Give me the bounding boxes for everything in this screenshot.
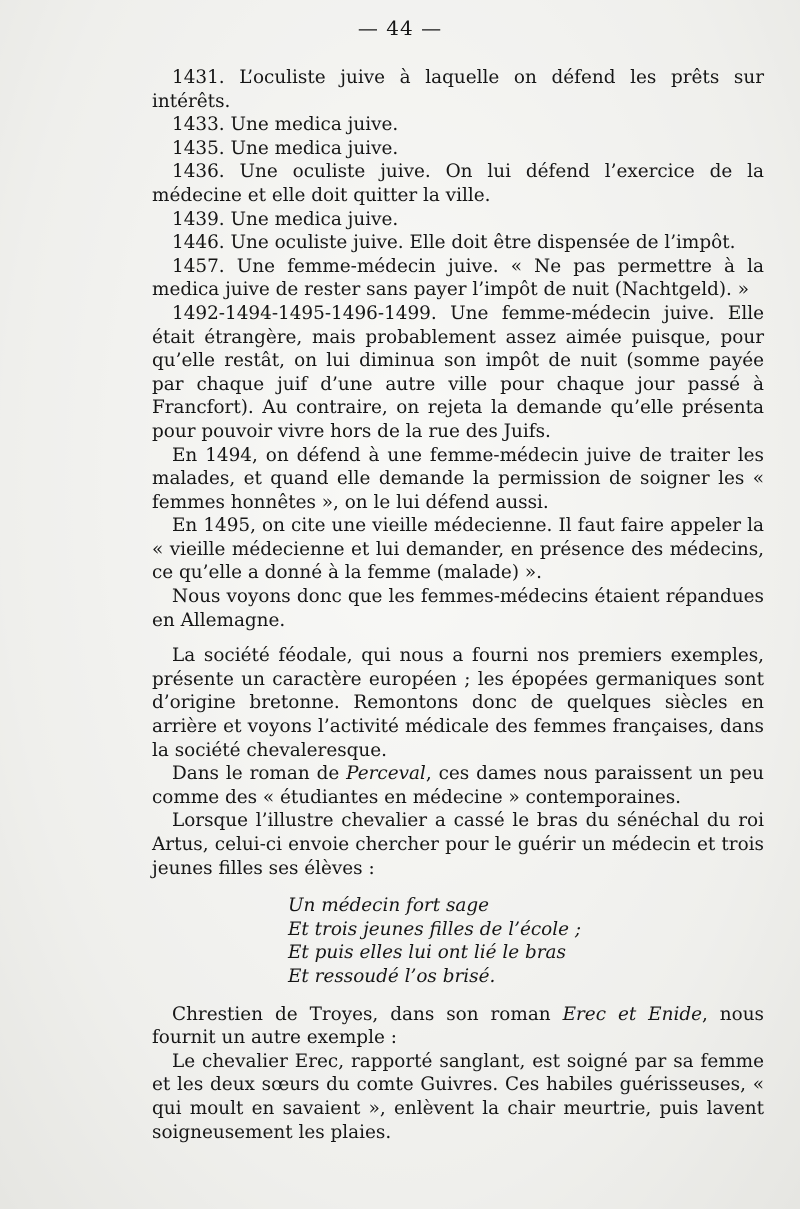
verse-line-3: Et puis elles lui ont lié le bras <box>288 942 566 964</box>
paragraph-1495: En 1495, on cite une vieille médecienne. Il faut faire appeler la « vieille médecienne et lui demander, en présence des médecins, ce qu’elle a donné à la femme (malade) ». <box>152 515 764 584</box>
chrestien-text-after: , nous fournit un autre exemple : <box>152 1003 764 1049</box>
paragraph-1457: 1457. Une femme-médecin juive. « Ne pas permettre à la medica juive de rester sans payer l’impôt de nuit (Nachtgeld). » <box>152 255 764 301</box>
verse-line-2: Et trois jeunes filles de l’école ; <box>288 918 582 940</box>
paragraph-allemagne: Nous voyons donc que les femmes-médecins étaient répandues en Allemagne. <box>152 586 764 631</box>
paragraph-chrestien <box>152 1003 764 1050</box>
paragraph-1439: 1439. Une medica juive. <box>172 208 399 230</box>
paragraph-1446: 1446. Une oculiste juive. Elle doit être dispensée de l’impôt. <box>172 232 736 254</box>
paragraph-societe-feodale: La société féodale, qui nous a fourni nos premiers exemples, présente un caractère européen ; les épopées germaniques sont d’origine bretonne. Remontons donc de quelques siècles en arrière et voyons l’activité médicale des femmes françaises, dans la société chevaleresque. <box>152 645 764 761</box>
paragraph-1433: 1433. Une medica juive. <box>172 114 399 136</box>
paragraph-perceval <box>152 762 764 809</box>
perceval-title: Perceval <box>346 763 426 785</box>
paragraph-1431: 1431. L’oculiste juive à laquelle on défend les prêts sur intérêts. <box>152 67 764 112</box>
chrestien-text-before: Chrestien de Troyes, dans son roman <box>172 1003 563 1025</box>
paragraph-artus: Lorsque l’illustre chevalier a cassé le bras du sénéchal du roi Artus, celui-ci envoie chercher pour le guérir un médecin et trois jeunes filles ses élèves : <box>152 810 764 879</box>
verse-quote <box>288 894 764 988</box>
perceval-text-before: Dans le roman de <box>172 763 347 785</box>
paragraph-1494: En 1494, on défend à une femme-médecin juive de traiter les malades, et quand elle demande la permission de soigner les « femmes honnêtes », on le lui défend aussi. <box>152 444 764 513</box>
erec-enide-title: Erec et Enide <box>562 1003 702 1025</box>
page-number: — 44 — <box>357 16 443 40</box>
paragraph-1492: 1492-1494-1495-1496-1499. Une femme-médecin juive. Elle était étrangère, mais probablement assez aimée puisque, pour qu’elle restât, on lui diminua son impôt de nuit (somme payée par chaque juif d’une autre ville pour chaque jour passé à Francfort). Au contraire, on rejeta la demande qu’elle présenta pour pouvoir vivre hors de la rue des Juifs. <box>152 302 764 442</box>
paragraph-1435: 1435. Une medica juive. <box>172 137 399 159</box>
paragraph-1436: 1436. Une oculiste juive. On lui défend l’exercice de la médecine et elle doit quitter la ville. <box>152 161 764 206</box>
perceval-text-after: , ces dames nous paraissent un peu comme des « étudiantes en médecine » contemporaines. <box>152 763 764 808</box>
verse-line-1: Un médecin fort sage <box>288 895 490 917</box>
paragraph-erec: Le chevalier Erec, rapporté sanglant, est soigné par sa femme et les deux sœurs du comte Guivres. Ces habiles guérisseuses, « qui moult en savaient », enlèvent la chair meurtrie, puis lavent soigneusement les plaies. <box>152 1050 764 1143</box>
body-text <box>152 66 764 1144</box>
verse-line-4: Et ressoudé l’os brisé. <box>288 965 496 987</box>
